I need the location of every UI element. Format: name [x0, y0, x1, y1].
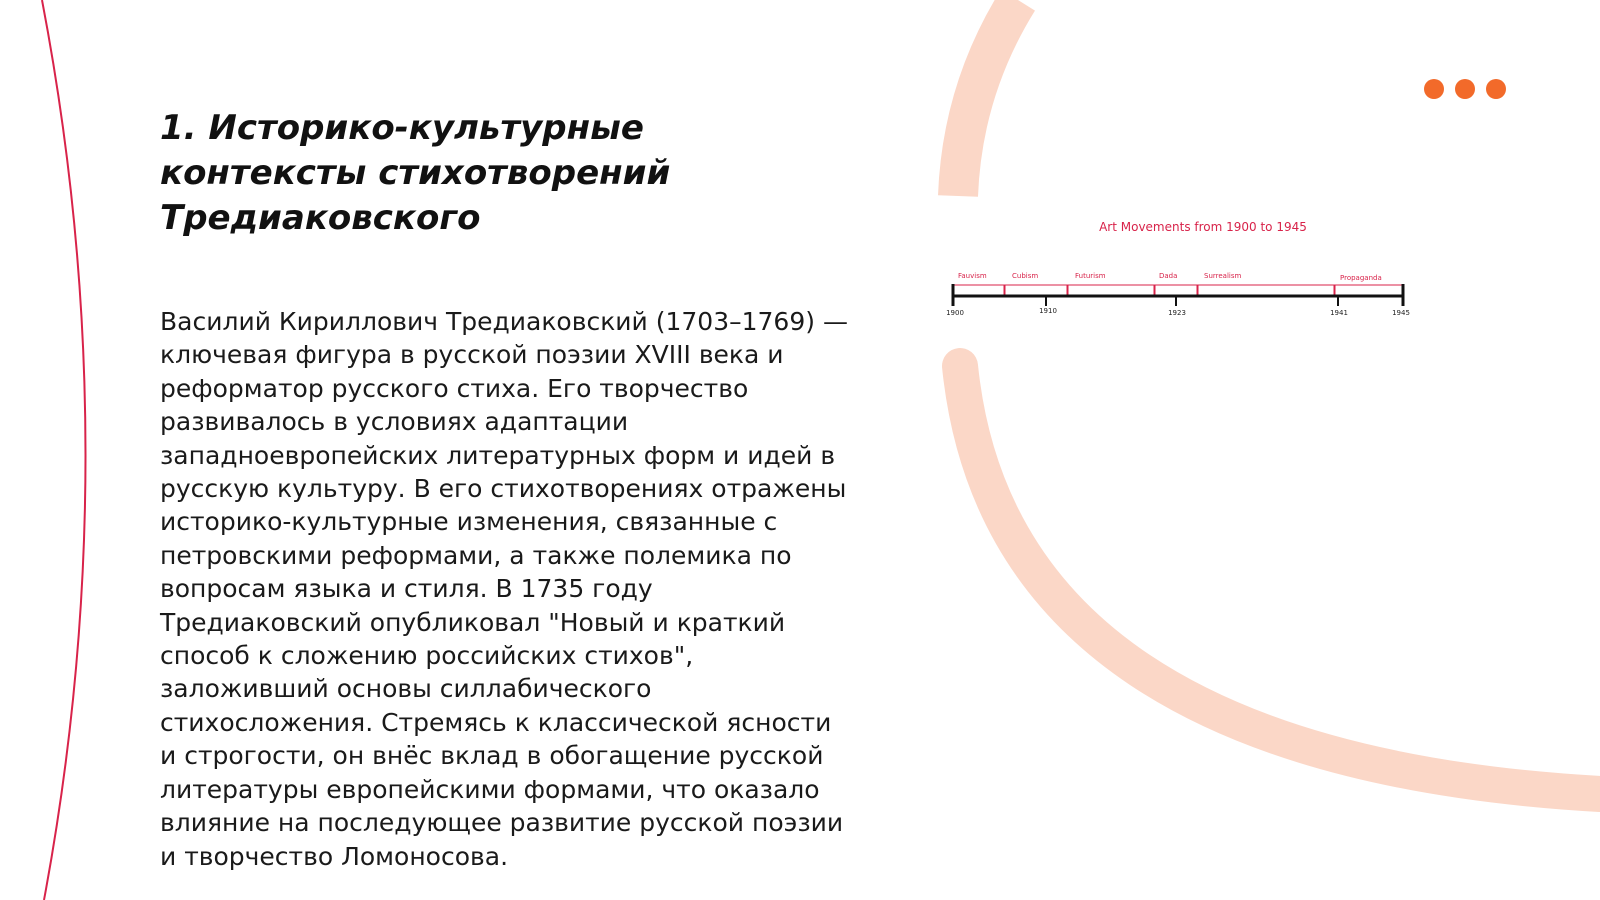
movement-bracket [1335, 285, 1402, 296]
year-label: 1923 [1168, 309, 1186, 317]
movement-label: Fauvism [958, 272, 987, 280]
year-label: 1910 [1039, 307, 1057, 315]
year-label: 1941 [1330, 309, 1348, 317]
movement-bracket [953, 285, 1004, 296]
dot-icon [1455, 79, 1475, 99]
left-accent-curve [42, 0, 86, 900]
movement-label: Propaganda [1340, 274, 1382, 282]
year-label: 1900 [946, 309, 964, 317]
movement-bracket [1198, 285, 1334, 296]
dot-icon [1486, 79, 1506, 99]
timeline-title: Art Movements from 1900 to 1945 [1099, 220, 1307, 234]
movement-bracket [1155, 285, 1197, 296]
movement-label: Cubism [1012, 272, 1039, 280]
slide-body-text: Василий Кириллович Тредиаковский (1703–1769) — ключевая фигура в русской поэзии XVIII века и реформатор русского стиха. Его творчество развивалось в условиях адаптации западноевропейских литературных форм и идей в русскую культуру. В его стихотворениях отражены историко-культурные изменения, связанные с петровскими реформами, а также полемика по вопросам языка и стиля. В 1735 году Тредиаковский опубликовал "Новый и краткий способ к сложению российских стихов", заложивший основы силлабического стихосложения. Стремясь к классической ясности и строгости, он внёс вклад в обогащение русской литературы европейскими формами, что оказало влияние на последующее развитие русской поэзии и творчество Ломоносова. [160, 307, 848, 871]
movement-bracket [1005, 285, 1067, 296]
movement-label: Dada [1159, 272, 1178, 280]
movement-label: Surrealism [1204, 272, 1242, 280]
slide-title: 1. Историко-культурные контексты стихотворений Тредиаковского [160, 108, 671, 238]
ring-upper-arc [958, 0, 1018, 196]
menu-dots [1424, 79, 1506, 99]
movement-label: Futurism [1075, 272, 1106, 280]
ring-lower-arc [960, 366, 1600, 794]
dot-icon [1424, 79, 1444, 99]
year-label: 1945 [1392, 309, 1410, 317]
art-movements-timeline [946, 220, 1440, 330]
movement-bracket [1068, 285, 1154, 296]
